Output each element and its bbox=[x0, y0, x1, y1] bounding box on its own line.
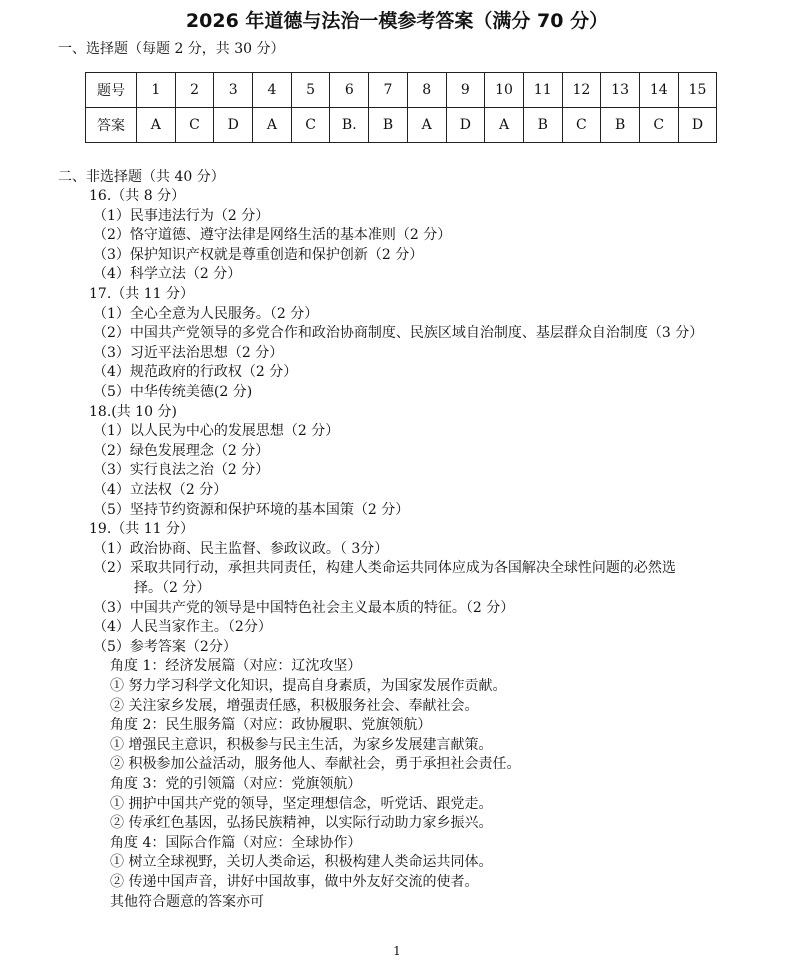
question-number: 15 bbox=[678, 73, 717, 108]
answer-line: （3）习近平法治思想（2 分） bbox=[93, 344, 284, 361]
question-number: 11 bbox=[523, 73, 562, 108]
answer-cell: D bbox=[678, 108, 717, 143]
answer-line: ① 努力学习科学文化知识，提高自身素质，为国家发展作贡献。 bbox=[110, 678, 507, 694]
answer-cell: C bbox=[175, 108, 214, 143]
answer-line: （4）规范政府的行政权（2 分） bbox=[93, 364, 298, 381]
answer-line: ① 拥护中国共产党的领导，坚定理想信念，听党话、跟党走。 bbox=[110, 795, 493, 812]
answer-cell: B. bbox=[330, 108, 369, 143]
answer-cell: D bbox=[214, 108, 253, 143]
answer-line: ② 传递中国声音，讲好中国故事，做中外友好交流的使者。 bbox=[110, 874, 479, 890]
question-number: 6 bbox=[330, 73, 369, 108]
document-title: 2026 年道德与法治一模参考答案（满分 70 分） bbox=[185, 10, 609, 32]
row-label-number: 题号 bbox=[86, 73, 137, 108]
section2-heading: 二、非选择题（共 40 分） bbox=[58, 169, 225, 185]
row-label-answer: 答案 bbox=[86, 108, 137, 143]
answer-line: ② 传承红色基因，弘扬民族精神，以实际行动助力家乡振兴。 bbox=[110, 815, 493, 832]
answer-line: 其他符合题意的答案亦可 bbox=[110, 893, 264, 910]
answer-cell: A bbox=[137, 108, 176, 143]
question-number: 7 bbox=[369, 73, 408, 108]
question-number: 12 bbox=[562, 73, 601, 108]
answer-line: 角度 2：民生服务篇（对应：政协履职、党旗领航） bbox=[110, 717, 432, 734]
answer-line: 择。（2 分） bbox=[134, 580, 211, 596]
answer-line: （1）民事违法行为（2 分） bbox=[93, 207, 270, 224]
question-number: 14 bbox=[639, 73, 678, 108]
question-heading: 17.（共 11 分） bbox=[89, 286, 194, 302]
question-heading: 19.（共 11 分） bbox=[89, 521, 194, 538]
answer-cell: B bbox=[369, 108, 408, 143]
answer-cell: B bbox=[523, 108, 562, 143]
question-number: 5 bbox=[291, 73, 330, 108]
answer-line: （1）以人民为中心的发展思想（2 分） bbox=[93, 423, 340, 440]
table-row-numbers bbox=[86, 73, 717, 108]
answer-line: （2）中国共产党领导的多党合作和政治协商制度、民族区域自治制度、基层群众自治制度（3 分） bbox=[93, 325, 704, 342]
answer-cell: A bbox=[253, 108, 292, 143]
answer-line: ② 关注家乡发展，增强责任感，积极服务社会、奉献社会。 bbox=[110, 697, 479, 714]
answer-cell: B bbox=[601, 108, 640, 143]
answer-line: （5）中华传统美德(2 分) bbox=[93, 384, 253, 400]
answer-line: ① 增强民主意识，积极参与民主生活，为家乡发展建言献策。 bbox=[110, 736, 493, 753]
table-row-answers bbox=[86, 108, 717, 143]
answer-cell: C bbox=[562, 108, 601, 143]
question-number: 1 bbox=[137, 73, 176, 108]
answer-line: （2）恪守道德、遵守法律是网络生活的基本准则（2 分） bbox=[93, 227, 452, 244]
answer-line: 角度 1：经济发展篇（对应：辽沈攻坚） bbox=[110, 658, 362, 675]
answer-line: （1）全心全意为人民服务。（2 分） bbox=[93, 305, 319, 322]
question-number: 13 bbox=[601, 73, 640, 108]
question-number: 8 bbox=[407, 73, 446, 108]
answer-cell: C bbox=[291, 108, 330, 143]
question-number: 10 bbox=[485, 73, 524, 108]
answer-line: ② 积极参加公益活动，服务他人、奉献社会，勇于承担社会责任。 bbox=[110, 756, 521, 773]
answer-cell: D bbox=[446, 108, 485, 143]
answer-cell: C bbox=[639, 108, 678, 143]
section1-heading: 一、选择题（每题 2 分，共 30 分） bbox=[58, 41, 285, 57]
answer-line: （4）人民当家作主。（2分） bbox=[93, 619, 272, 636]
question-number: 4 bbox=[253, 73, 292, 108]
answer-line: （2）采取共同行动，承担共同责任，构建人类命运共同体应成为各国解决全球性问题的必然选 bbox=[93, 560, 676, 577]
question-heading: 16.（共 8 分） bbox=[89, 188, 186, 204]
page-number: 1 bbox=[393, 944, 401, 958]
question-number: 3 bbox=[214, 73, 253, 108]
answer-line: （2）绿色发展理念（2 分） bbox=[93, 442, 270, 459]
answer-line: （1）政治协商、民主监督、参政议政。（ 3分） bbox=[93, 540, 389, 557]
question-number: 2 bbox=[175, 73, 214, 108]
answer-line: （3）实行良法之治（2 分） bbox=[93, 462, 270, 479]
answer-line: （3）中国共产党的领导是中国特色社会主义最本质的特征。（2 分） bbox=[93, 599, 515, 616]
answer-line: ① 树立全球视野，关切人类命运，积极构建人类命运共同体。 bbox=[110, 854, 493, 871]
question-heading: 18.(共 10 分) bbox=[89, 403, 177, 420]
question-number: 9 bbox=[446, 73, 485, 108]
answer-line: 角度 4：国际合作篇（对应：全球协作） bbox=[110, 834, 362, 851]
answer-table bbox=[85, 72, 717, 143]
answer-line: （3）保护知识产权就是尊重创造和保护创新（2 分） bbox=[93, 246, 424, 263]
answer-line: （4）科学立法（2 分） bbox=[93, 266, 242, 283]
answer-line: 角度 3：党的引领篇（对应：党旗领航） bbox=[110, 776, 362, 792]
answer-line: （5）参考答案（2分） bbox=[93, 638, 237, 655]
answer-line: （4）立法权（2 分） bbox=[93, 482, 228, 498]
answer-cell: A bbox=[407, 108, 446, 143]
answer-line: （5）坚持节约资源和保护环境的基本国策（2 分） bbox=[93, 501, 410, 518]
answer-cell: A bbox=[485, 108, 524, 143]
